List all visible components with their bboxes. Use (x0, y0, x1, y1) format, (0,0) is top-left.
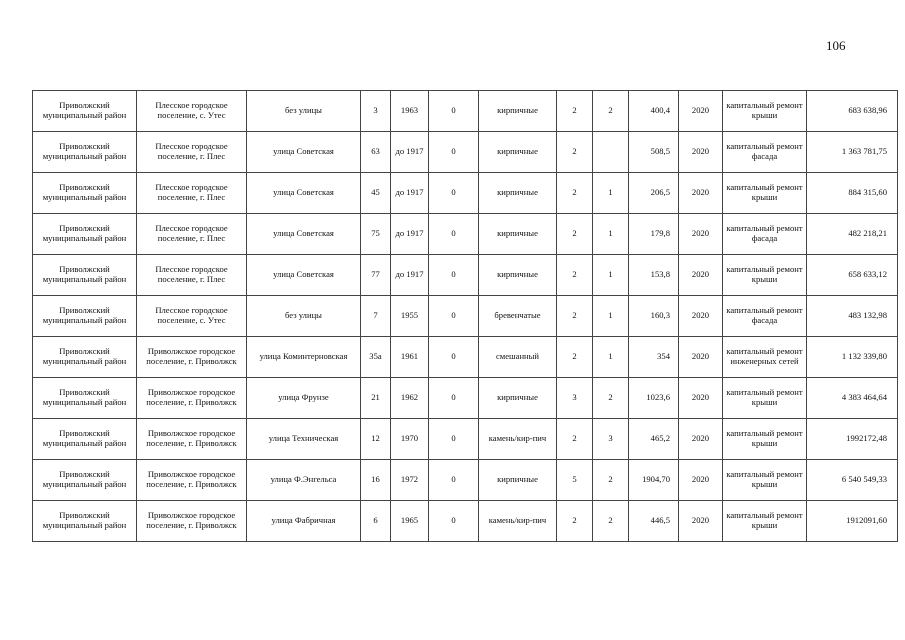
settlement-cell: Плесское городское поселение, г. Плес (137, 255, 247, 296)
district-cell: Приволжский муниципальный район (33, 214, 137, 255)
street-cell: улица Советская (247, 255, 361, 296)
area-cell: 354 (629, 337, 679, 378)
table-row (33, 214, 898, 255)
settlement-cell: Приволжское городское поселение, г. Приволжск (137, 501, 247, 542)
entrances-cell: 1 (593, 296, 629, 337)
wall-material-cell: кирпичные (479, 460, 557, 501)
floors-cell: 2 (557, 132, 593, 173)
entrances-cell: 1 (593, 173, 629, 214)
table-row (33, 91, 898, 132)
build-year-cell: до 1917 (391, 132, 429, 173)
value-cell: 0 (429, 296, 479, 337)
area-cell: 179,8 (629, 214, 679, 255)
area-cell: 446,5 (629, 501, 679, 542)
house-number-cell: 16 (361, 460, 391, 501)
table-row (33, 378, 898, 419)
table-row (33, 255, 898, 296)
build-year-cell: до 1917 (391, 173, 429, 214)
work-type-cell: капитальный ремонт фасада (723, 132, 807, 173)
build-year-cell: 1961 (391, 337, 429, 378)
entrances-cell: 1 (593, 255, 629, 296)
house-number-cell: 12 (361, 419, 391, 460)
street-cell: улица Фабричная (247, 501, 361, 542)
work-type-cell: капитальный ремонт крыши (723, 501, 807, 542)
entrances-cell: 2 (593, 378, 629, 419)
settlement-cell: Приволжское городское поселение, г. Приволжск (137, 337, 247, 378)
table-row (33, 460, 898, 501)
floors-cell: 2 (557, 296, 593, 337)
wall-material-cell: кирпичные (479, 173, 557, 214)
street-cell: без улицы (247, 91, 361, 132)
wall-material-cell: камень/кир-пич (479, 501, 557, 542)
cost-cell: 1912091,60 (807, 501, 898, 542)
area-cell: 465,2 (629, 419, 679, 460)
work-type-cell: капитальный ремонт фасада (723, 296, 807, 337)
work-type-cell: капитальный ремонт крыши (723, 255, 807, 296)
value-cell: 0 (429, 378, 479, 419)
settlement-cell: Плесское городское поселение, с. Утес (137, 91, 247, 132)
floors-cell: 2 (557, 214, 593, 255)
plan-year-cell: 2020 (679, 419, 723, 460)
table-body (33, 91, 898, 542)
plan-year-cell: 2020 (679, 214, 723, 255)
plan-year-cell: 2020 (679, 460, 723, 501)
entrances-cell: 1 (593, 337, 629, 378)
value-cell: 0 (429, 255, 479, 296)
plan-year-cell: 2020 (679, 255, 723, 296)
work-type-cell: капитальный ремонт крыши (723, 91, 807, 132)
floors-cell: 2 (557, 337, 593, 378)
page-number: 106 (826, 38, 846, 53)
wall-material-cell: кирпичные (479, 91, 557, 132)
value-cell: 0 (429, 214, 479, 255)
table-row (33, 296, 898, 337)
build-year-cell: 1972 (391, 460, 429, 501)
area-cell: 1023,6 (629, 378, 679, 419)
cost-cell: 4 383 464,64 (807, 378, 898, 419)
wall-material-cell: кирпичные (479, 378, 557, 419)
cost-cell: 482 218,21 (807, 214, 898, 255)
build-year-cell: до 1917 (391, 214, 429, 255)
district-cell: Приволжский муниципальный район (33, 460, 137, 501)
house-number-cell: 45 (361, 173, 391, 214)
district-cell: Приволжский муниципальный район (33, 173, 137, 214)
street-cell: улица Техническая (247, 419, 361, 460)
house-number-cell: 75 (361, 214, 391, 255)
table-row (33, 132, 898, 173)
floors-cell: 2 (557, 419, 593, 460)
settlement-cell: Приволжское городское поселение, г. Приволжск (137, 378, 247, 419)
street-cell: улица Советская (247, 132, 361, 173)
entrances-cell (593, 132, 629, 173)
value-cell: 0 (429, 419, 479, 460)
district-cell: Приволжский муниципальный район (33, 91, 137, 132)
street-cell: без улицы (247, 296, 361, 337)
plan-year-cell: 2020 (679, 296, 723, 337)
area-cell: 160,3 (629, 296, 679, 337)
floors-cell: 2 (557, 91, 593, 132)
entrances-cell: 2 (593, 501, 629, 542)
plan-year-cell: 2020 (679, 501, 723, 542)
build-year-cell: 1962 (391, 378, 429, 419)
cost-cell: 1992172,48 (807, 419, 898, 460)
housing-repair-table (32, 90, 898, 542)
work-type-cell: капитальный ремонт крыши (723, 419, 807, 460)
floors-cell: 5 (557, 460, 593, 501)
work-type-cell: капитальный ремонт фасада (723, 214, 807, 255)
district-cell: Приволжский муниципальный район (33, 132, 137, 173)
cost-cell: 658 633,12 (807, 255, 898, 296)
wall-material-cell: кирпичные (479, 255, 557, 296)
cost-cell: 6 540 549,33 (807, 460, 898, 501)
street-cell: улица Советская (247, 173, 361, 214)
cost-cell: 483 132,98 (807, 296, 898, 337)
street-cell: улица Фрунзе (247, 378, 361, 419)
value-cell: 0 (429, 132, 479, 173)
plan-year-cell: 2020 (679, 337, 723, 378)
build-year-cell: 1955 (391, 296, 429, 337)
value-cell: 0 (429, 501, 479, 542)
floors-cell: 2 (557, 173, 593, 214)
plan-year-cell: 2020 (679, 132, 723, 173)
value-cell: 0 (429, 173, 479, 214)
house-number-cell: 3 (361, 91, 391, 132)
value-cell: 0 (429, 460, 479, 501)
street-cell: улица Коминтерновская (247, 337, 361, 378)
entrances-cell: 1 (593, 214, 629, 255)
wall-material-cell: смешанный (479, 337, 557, 378)
settlement-cell: Плесское городское поселение, г. Плес (137, 173, 247, 214)
work-type-cell: капитальный ремонт крыши (723, 460, 807, 501)
cost-cell: 683 638,96 (807, 91, 898, 132)
house-number-cell: 63 (361, 132, 391, 173)
settlement-cell: Приволжское городское поселение, г. Приволжск (137, 460, 247, 501)
cost-cell: 884 315,60 (807, 173, 898, 214)
floors-cell: 3 (557, 378, 593, 419)
district-cell: Приволжский муниципальный район (33, 296, 137, 337)
floors-cell: 2 (557, 501, 593, 542)
house-number-cell: 6 (361, 501, 391, 542)
area-cell: 153,8 (629, 255, 679, 296)
house-number-cell: 7 (361, 296, 391, 337)
build-year-cell: до 1917 (391, 255, 429, 296)
work-type-cell: капитальный ремонт крыши (723, 173, 807, 214)
wall-material-cell: бревенчатые (479, 296, 557, 337)
settlement-cell: Плесское городское поселение, г. Плес (137, 214, 247, 255)
house-number-cell: 21 (361, 378, 391, 419)
work-type-cell: капитальный ремонт инженерных сетей (723, 337, 807, 378)
district-cell: Приволжский муниципальный район (33, 337, 137, 378)
settlement-cell: Плесское городское поселение, с. Утес (137, 296, 247, 337)
settlement-cell: Приволжское городское поселение, г. Приволжск (137, 419, 247, 460)
cost-cell: 1 363 781,75 (807, 132, 898, 173)
build-year-cell: 1970 (391, 419, 429, 460)
work-type-cell: капитальный ремонт крыши (723, 378, 807, 419)
build-year-cell: 1965 (391, 501, 429, 542)
value-cell: 0 (429, 337, 479, 378)
build-year-cell: 1963 (391, 91, 429, 132)
area-cell: 1904,70 (629, 460, 679, 501)
district-cell: Приволжский муниципальный район (33, 419, 137, 460)
wall-material-cell: кирпичные (479, 132, 557, 173)
plan-year-cell: 2020 (679, 91, 723, 132)
entrances-cell: 2 (593, 91, 629, 132)
settlement-cell: Плесское городское поселение, г. Плес (137, 132, 247, 173)
table-row (33, 501, 898, 542)
street-cell: улица Советская (247, 214, 361, 255)
area-cell: 206,5 (629, 173, 679, 214)
table-row (33, 173, 898, 214)
entrances-cell: 3 (593, 419, 629, 460)
entrances-cell: 2 (593, 460, 629, 501)
district-cell: Приволжский муниципальный район (33, 255, 137, 296)
table-row (33, 337, 898, 378)
house-number-cell: 35а (361, 337, 391, 378)
floors-cell: 2 (557, 255, 593, 296)
plan-year-cell: 2020 (679, 173, 723, 214)
wall-material-cell: камень/кир-пич (479, 419, 557, 460)
table-row (33, 419, 898, 460)
plan-year-cell: 2020 (679, 378, 723, 419)
district-cell: Приволжский муниципальный район (33, 378, 137, 419)
cost-cell: 1 132 339,80 (807, 337, 898, 378)
value-cell: 0 (429, 91, 479, 132)
house-number-cell: 77 (361, 255, 391, 296)
district-cell: Приволжский муниципальный район (33, 501, 137, 542)
area-cell: 400,4 (629, 91, 679, 132)
wall-material-cell: кирпичные (479, 214, 557, 255)
street-cell: улица Ф.Энгельса (247, 460, 361, 501)
area-cell: 508,5 (629, 132, 679, 173)
